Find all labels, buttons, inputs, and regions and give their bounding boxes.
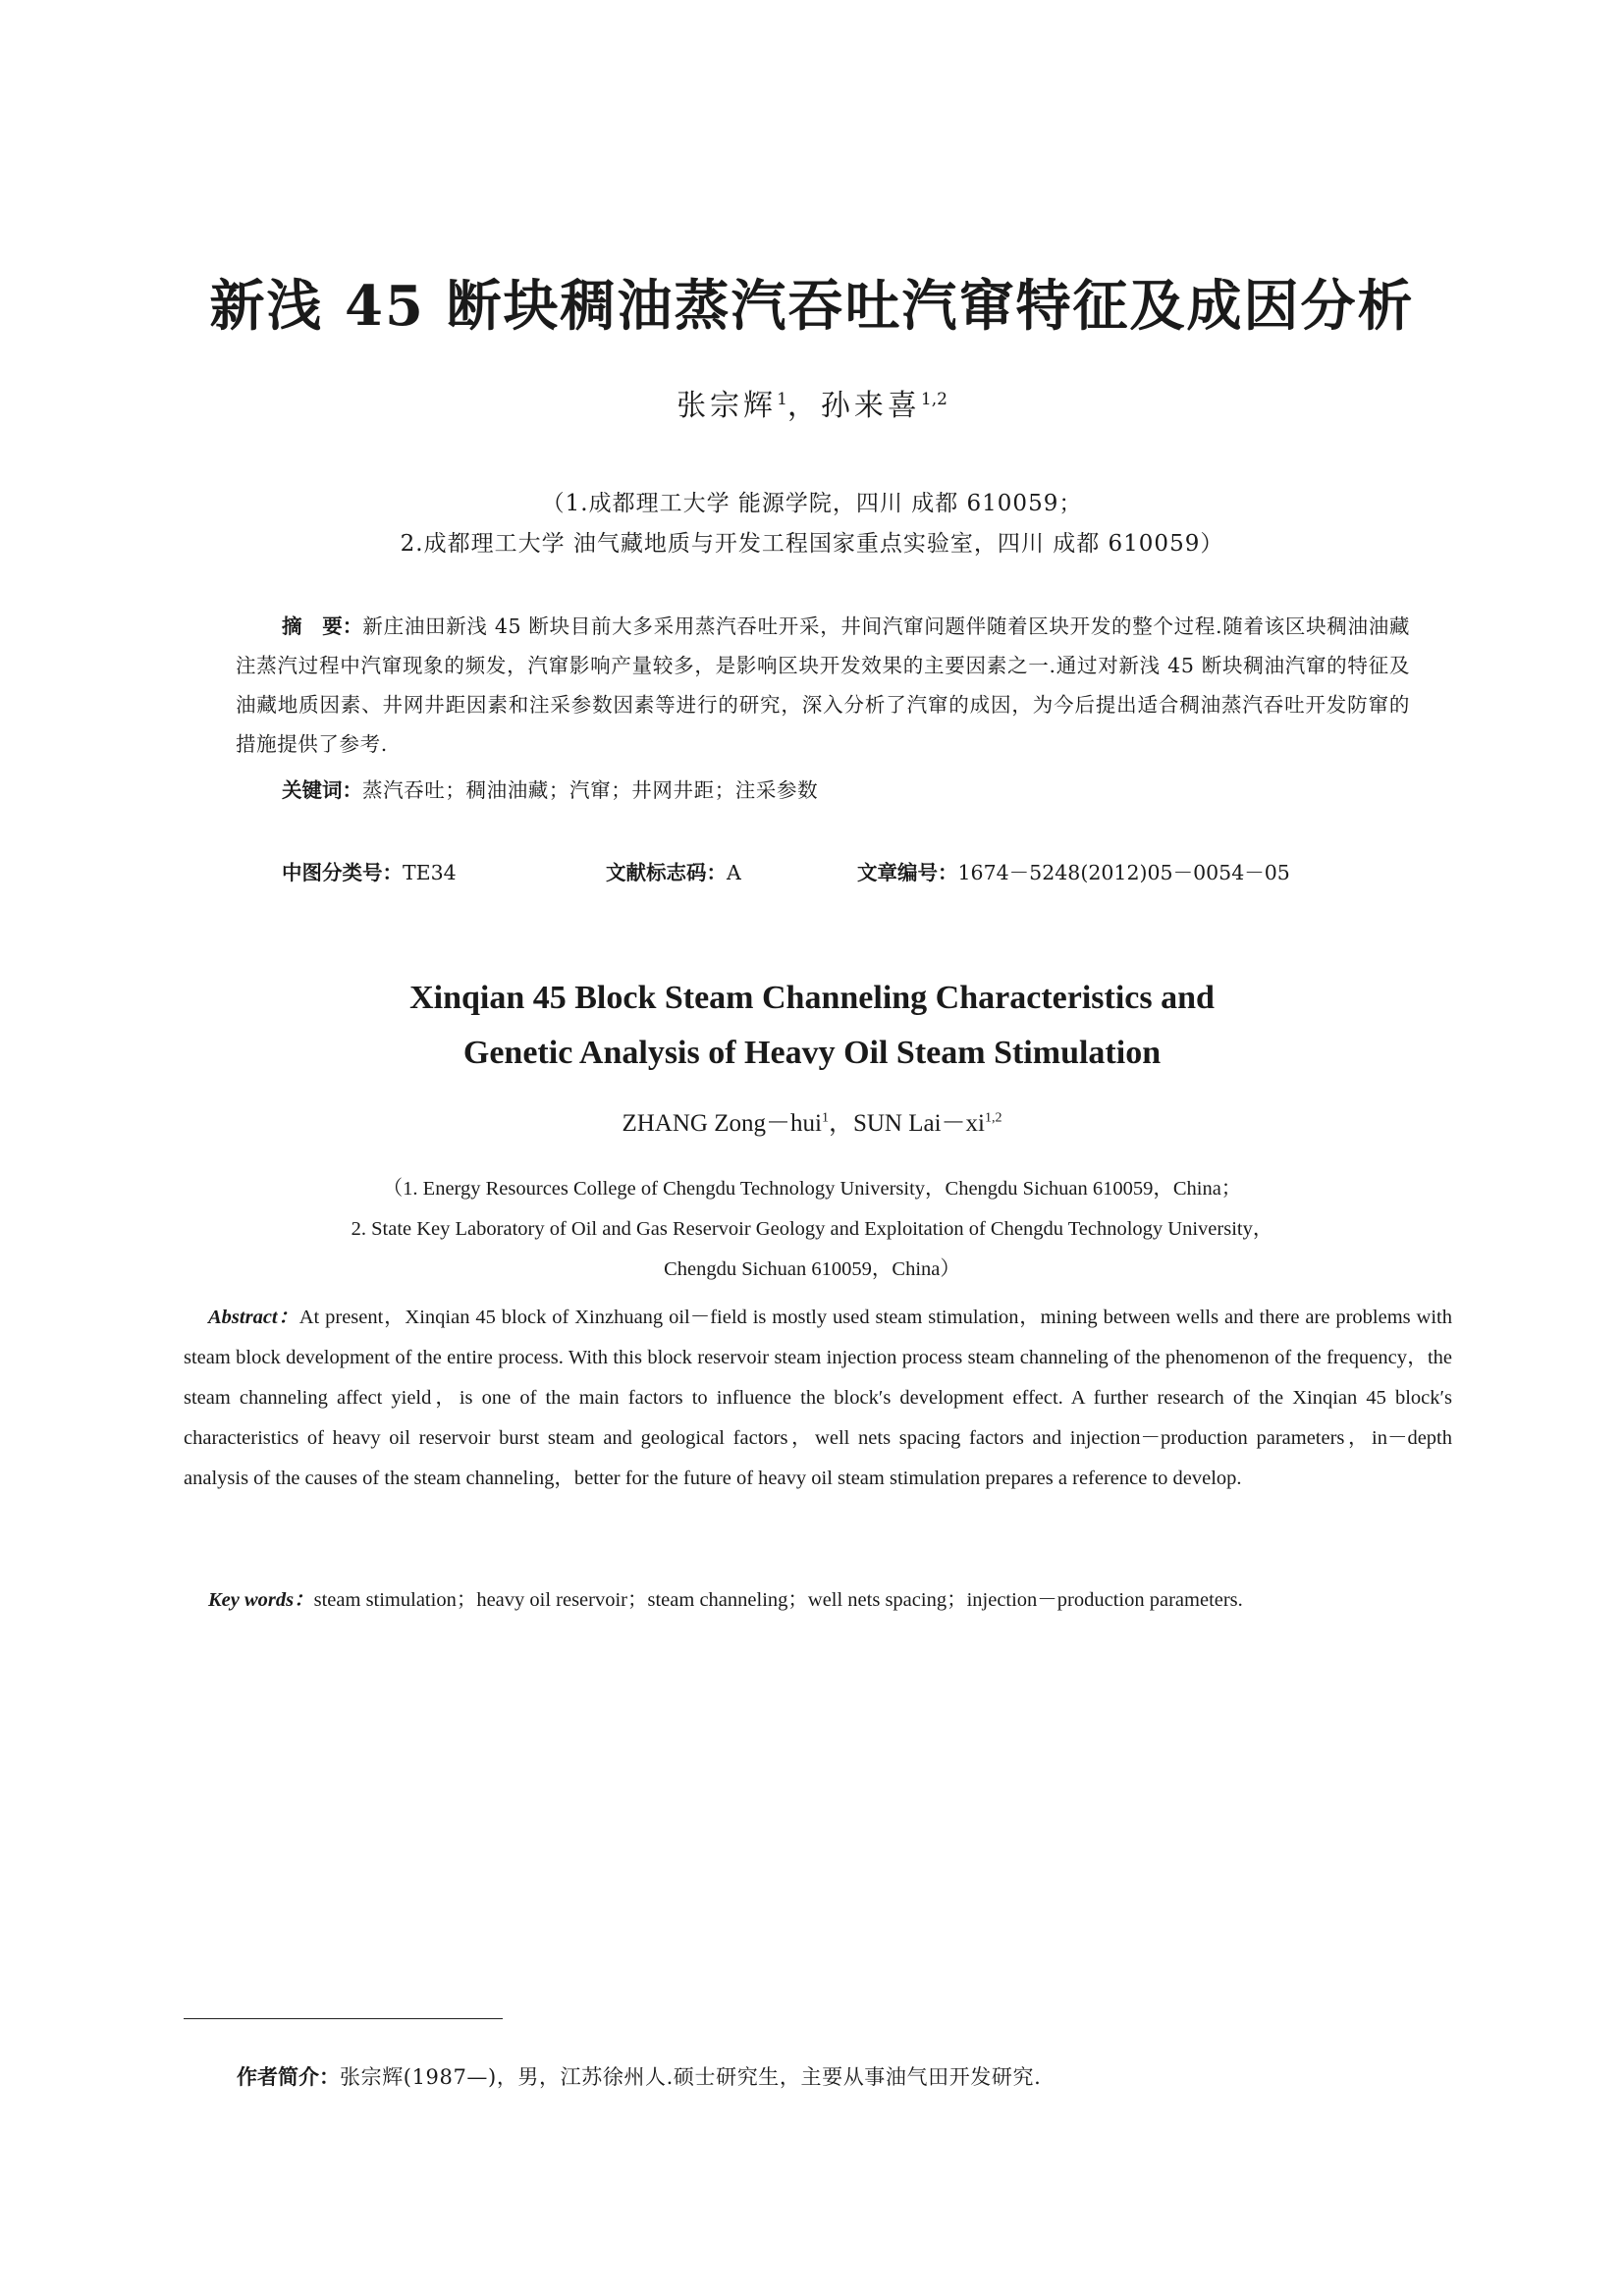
document-code-label: 文献标志码：: [606, 861, 727, 884]
chinese-keywords-label: 关键词：: [282, 778, 362, 802]
english-abstract: [184, 1298, 1452, 1499]
classification-number: [282, 856, 457, 885]
author-bio-label: 作者简介：: [237, 2065, 340, 2089]
english-keywords-text: steam stimulation；heavy oil reservoir；steam channeling；well nets spacing；injection－production parameters.: [313, 1589, 1243, 1611]
english-authors: [0, 1103, 1624, 1139]
chinese-abstract-text: 新庄油田新浅 45 断块目前大多采用蒸汽吞吐开采，井间汽窜问题伴随着区块开发的整个过程.随着该区块稠油油藏注蒸汽过程中汽窜现象的频发，汽窜影响产量较多，是影响区块开发效果的主要因素之一.通过对新浅 45 断块稠油汽窜的特征及油藏地质因素、井网井距因素和注采参数因素等进行的研究，深入分析了汽窜的成因，为今后提出适合稠油蒸汽吞吐开发防窜的措施提供了参考.: [236, 614, 1411, 756]
english-title-line-2: Genetic Analysis of Heavy Oil Steam Stimulation: [462, 1035, 1162, 1071]
chinese-abstract-label: 摘 要：: [282, 614, 363, 638]
document-code: [606, 856, 741, 885]
english-author-2-affil: 1,2: [985, 1110, 1002, 1126]
english-author-2: SUN Lai－xi: [852, 1110, 985, 1137]
chinese-author-1-affil: 1: [777, 390, 787, 409]
english-keywords-label: Key words：: [208, 1589, 314, 1611]
footnote-divider: [184, 2018, 503, 2019]
chinese-author-1: 张宗辉: [677, 389, 778, 423]
classification-value: TE34: [403, 861, 457, 884]
chinese-keywords: [282, 774, 818, 803]
english-affiliation-1: （1. Energy Resources College of Chengdu Technology University，Chengdu Sichuan 610059，China；: [382, 1178, 1242, 1200]
english-abstract-text: At present，Xinqian 45 block of Xinzhuang oil－field is mostly used steam stimulation，mining between wells and there are problems with steam block development of the entire process. With this block reservoir steam injection process steam channeling of the phenomenon of the frequency，the steam channeling affect yield，is one of the main factors to influence the block′s development effect. A further research of the Xinqian 45 block′s characteristics of heavy oil reservoir burst steam and geological factors，well nets spacing factors and injection－production parameters，in－depth analysis of the causes of the steam channeling，better for the future of heavy oil steam stimulation prepares a reference to develop.: [184, 1307, 1452, 1489]
english-author-1: ZHANG Zong－hui: [622, 1110, 822, 1137]
english-author-separator: ，: [828, 1110, 853, 1137]
article-number: [857, 856, 1290, 885]
classification-label: 中图分类号：: [282, 861, 403, 884]
article-number-value: 1674－5248(2012)05－0054－05: [957, 861, 1290, 884]
english-keywords: [184, 1580, 1452, 1621]
article-number-label: 文章编号：: [857, 861, 958, 884]
chinese-author-2: 孙来喜: [820, 389, 921, 423]
chinese-author-separator: ，: [786, 389, 821, 423]
english-abstract-label: Abstract：: [208, 1307, 299, 1328]
english-author-1-affil: 1: [821, 1110, 829, 1126]
english-affiliation-2: 2. State Key Laboratory of Oil and Gas Reservoir Geology and Exploitation of Chengdu Technology University，: [351, 1218, 1273, 1240]
author-bio-text: 张宗辉(1987—)，男，江苏徐州人.硕士研究生，主要从事油气田开发研究.: [340, 2065, 1042, 2089]
chinese-affiliation-2: 2.成都理工大学 油气藏地质与开发工程国家重点实验室，四川 成都 610059）: [400, 531, 1224, 557]
chinese-title: 新浅 45 断块稠油蒸汽吞吐汽窜特征及成因分析: [209, 274, 1415, 339]
chinese-affiliation-1: （1.成都理工大学 能源学院，四川 成都 610059；: [541, 491, 1083, 516]
chinese-authors: [0, 381, 1624, 424]
english-title-line-1: Xinqian 45 Block Steam Channeling Characteristics and: [409, 980, 1215, 1016]
chinese-abstract: [236, 607, 1410, 764]
english-affiliation-3: Chengdu Sichuan 610059，China）: [664, 1258, 960, 1280]
chinese-author-2-affil: 1,2: [920, 390, 947, 409]
author-bio-footnote: [237, 2061, 1041, 2091]
document-code-value: A: [727, 861, 741, 884]
chinese-keywords-text: 蒸汽吞吐；稠油油藏；汽窜；井网井距；注采参数: [362, 778, 819, 802]
